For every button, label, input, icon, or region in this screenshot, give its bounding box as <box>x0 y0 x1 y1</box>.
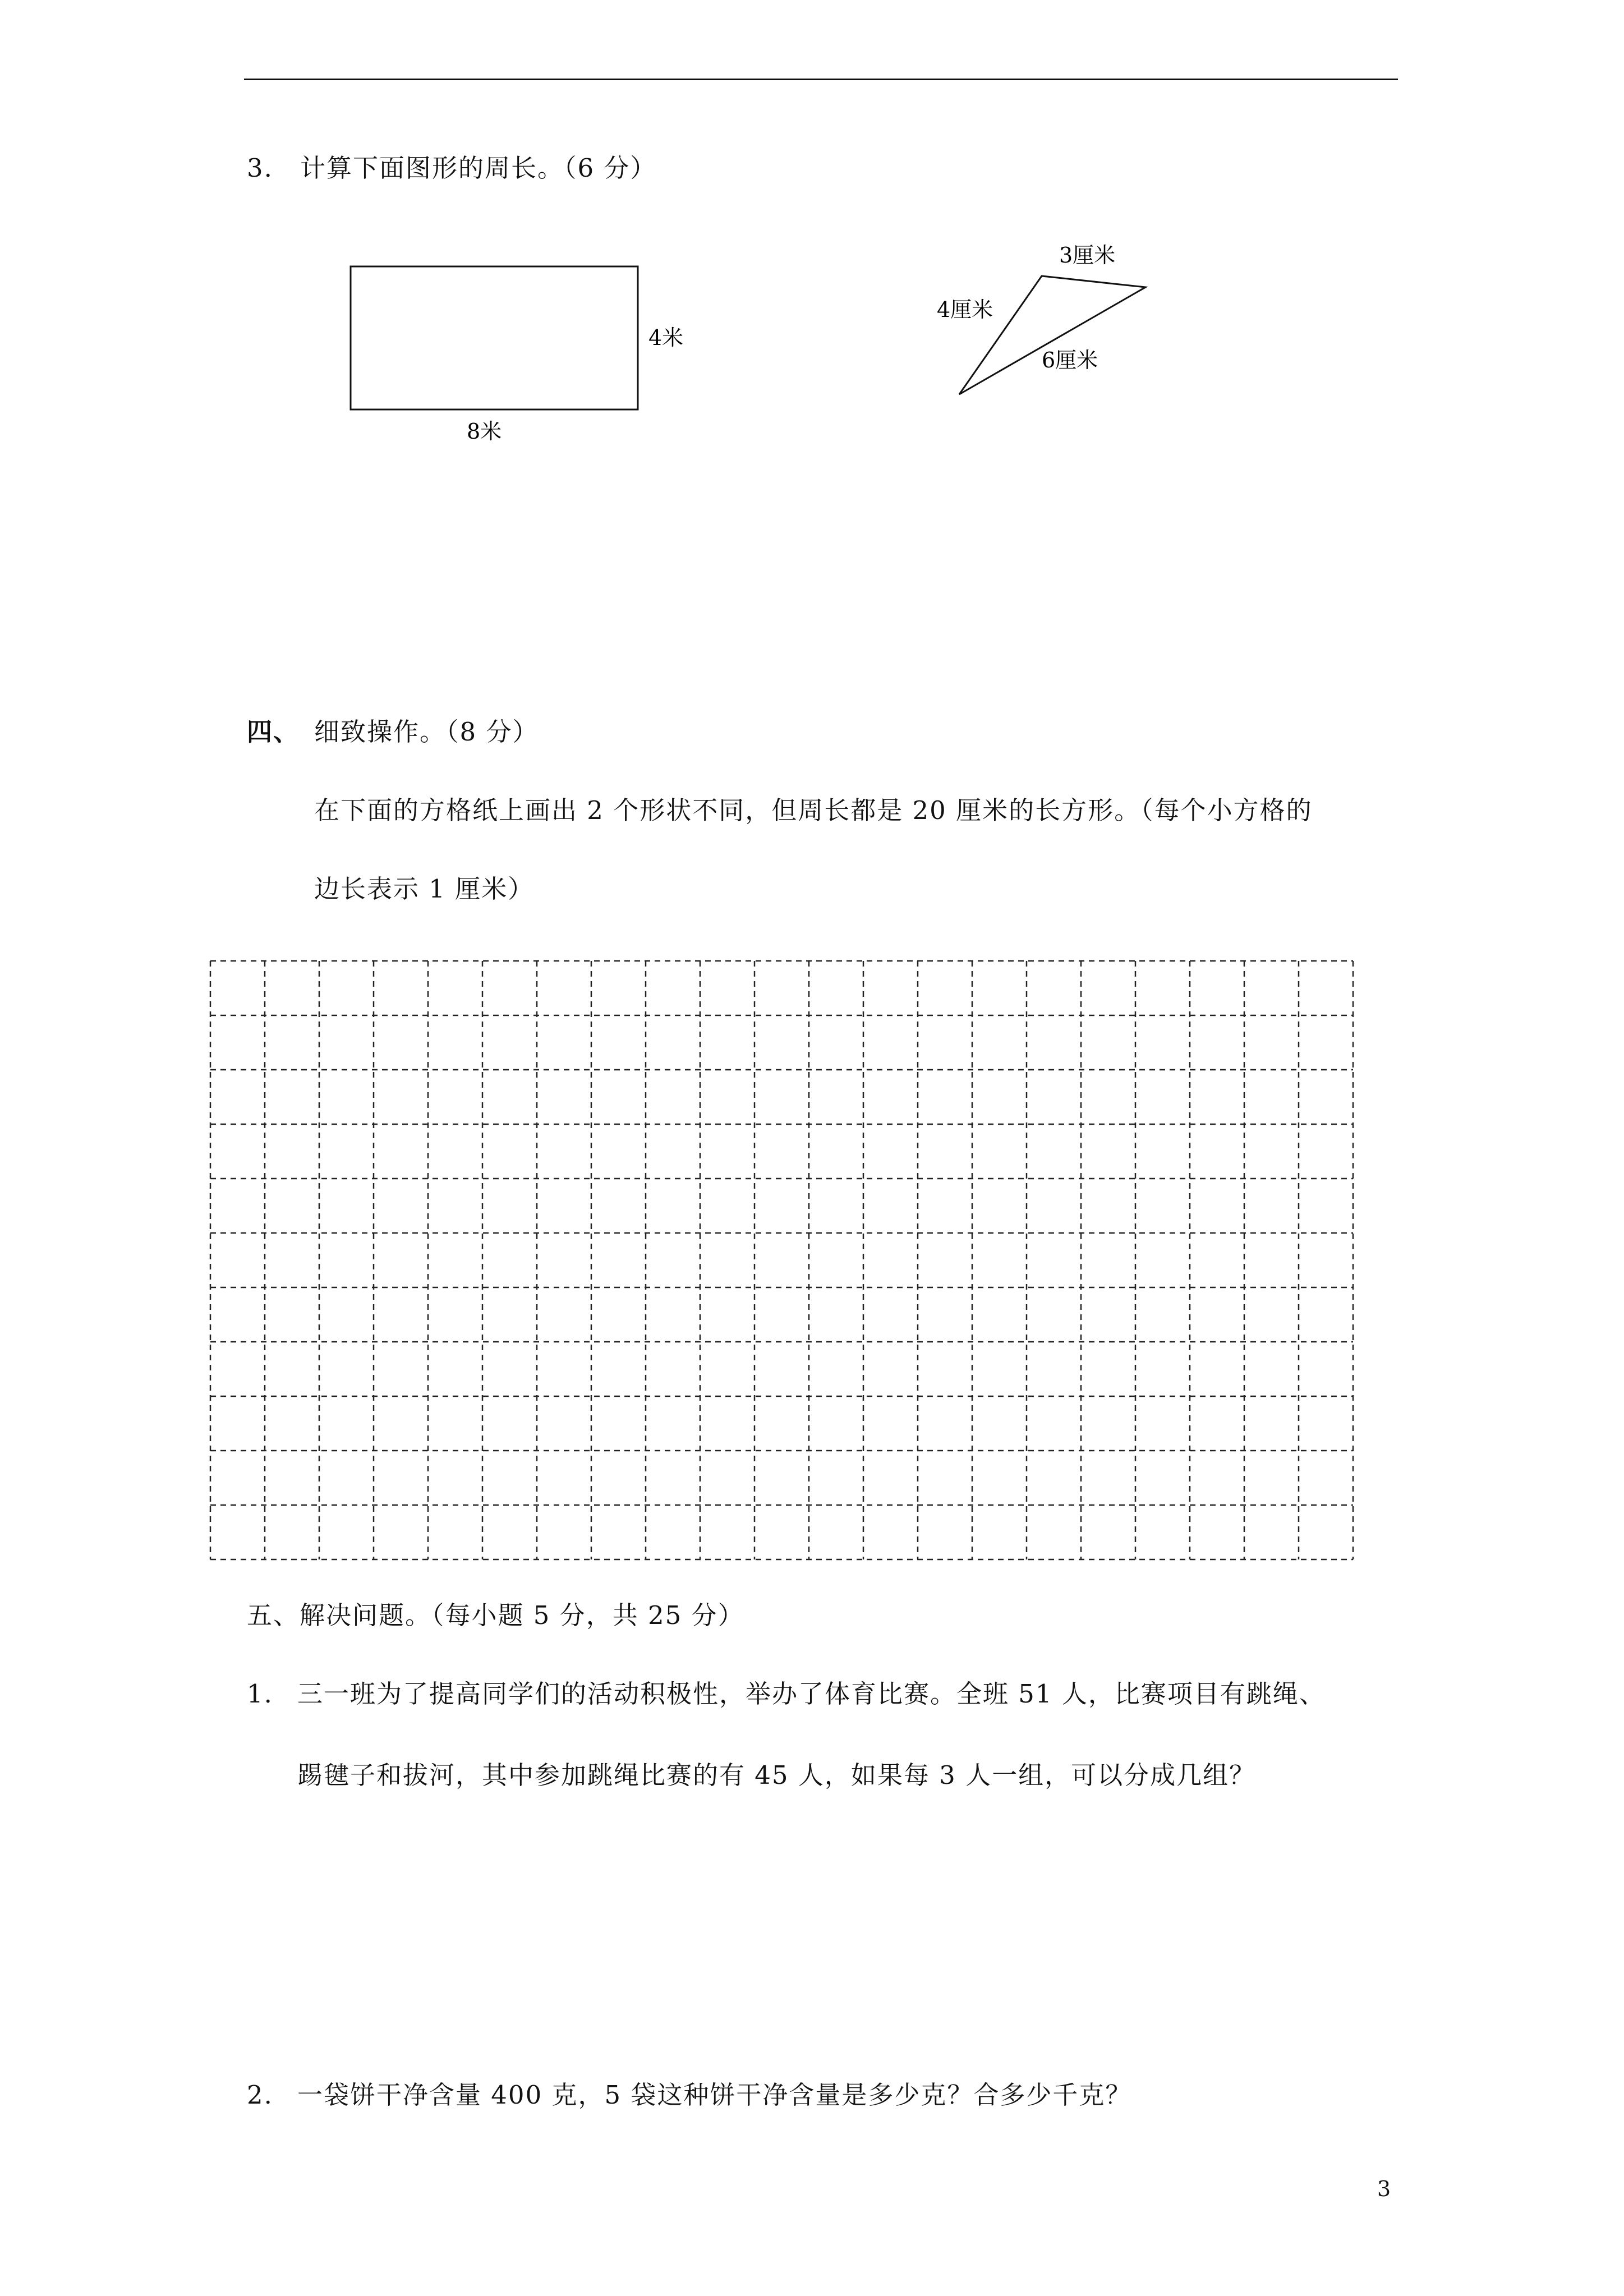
section-4-instruction-line1: 在下面的方格纸上画出 2 个形状不同，但周长都是 20 厘米的长方形。（每个小方格的 <box>314 795 1313 825</box>
section-4-mark: 四、 <box>247 717 300 747</box>
question-2-number: 2. <box>247 2080 273 2110</box>
question-1-number: 1. <box>247 1679 273 1709</box>
header-rule <box>244 79 1398 80</box>
triangle-left-label: 4厘米 <box>937 297 993 322</box>
rectangle-shape <box>351 266 638 409</box>
section-4-instruction-line2: 边长表示 1 厘米） <box>314 874 535 904</box>
section-4-title: 细致操作。（8 分） <box>314 717 539 747</box>
triangle-figure <box>926 236 1178 415</box>
question-3-number: 3. <box>247 153 273 183</box>
section-5-title: 五、解决问题。（每小题 5 分，共 25 分） <box>247 1600 744 1630</box>
question-3-text: 计算下面图形的周长。（6 分） <box>300 153 657 183</box>
question-2-text: 一袋饼干净含量 400 克，5 袋这种饼干净含量是多少克？合多少千克？ <box>297 2080 1132 2110</box>
triangle-shape <box>959 276 1145 394</box>
rectangle-figure <box>337 252 696 454</box>
page-number: 3 <box>1377 2177 1391 2201</box>
question-1-line1: 三一班为了提高同学们的活动积极性，举办了体育比赛。全班 51 人，比赛项目有跳绳、 <box>297 1679 1326 1709</box>
triangle-right-label: 6厘米 <box>1042 348 1098 372</box>
grid-paper <box>209 959 1415 1565</box>
triangle-top-label: 3厘米 <box>1059 243 1116 268</box>
rectangle-height-label: 4米 <box>648 325 684 350</box>
rectangle-width-label: 8米 <box>467 419 502 444</box>
question-1-line2: 踢毽子和拔河，其中参加跳绳比赛的有 45 人，如果每 3 人一组，可以分成几组？ <box>297 1760 1256 1790</box>
